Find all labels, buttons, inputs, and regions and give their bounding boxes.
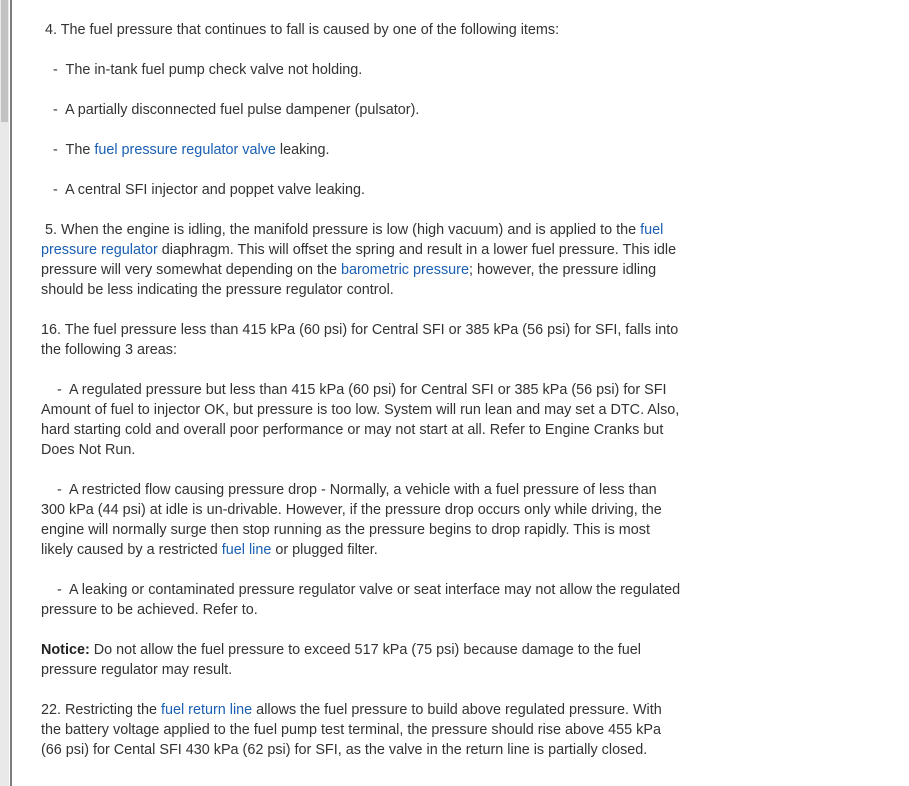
step-22-text-post: allows the fuel pressure to build above regulated pressure. With the battery voltage applied to the fuel pump test terminal, the pressure should rise above 455 kPa (66 psi) for Cental SFI 430 kPa (62 psi) for SFI, as the valve in the return line is partially closed. <box>41 702 666 758</box>
area-3: - A leaking or contaminated pressure regulator valve or seat interface may not allow the regulated pressure to be achieved. Refer to. <box>41 582 685 618</box>
step-4-bullet-3 <box>41 140 681 160</box>
step-16: 16. The fuel pressure less than 415 kPa (60 psi) for Central SFI or 385 kPa (56 psi) for SFI, falls into the following 3 areas: <box>41 322 683 358</box>
notice-text: Do not allow the fuel pressure to exceed 517 kPa (75 psi) because damage to the fuel pressure regulator may result. <box>41 642 645 678</box>
step-22 <box>41 700 681 760</box>
fuel-line-link[interactable]: fuel line <box>221 542 272 558</box>
step-4-bullet-1: - The in-tank fuel pump check valve not holding. <box>41 62 363 78</box>
step-22-text-pre: 22. Restricting the <box>41 702 161 718</box>
page-scrollbar-track[interactable] <box>0 0 9 786</box>
step-5-text-1: 5. When the engine is idling, the manifold pressure is low (high vacuum) and is applied to the <box>41 222 641 238</box>
content-border <box>10 0 12 786</box>
area-2 <box>41 480 681 560</box>
area-2-text-post: or plugged filter. <box>271 542 378 558</box>
fuel-return-line-link[interactable]: fuel return line <box>160 702 253 718</box>
step-5-text-2: diaphragm. This will offset the spring and result in a lower fuel pressure. This idle pressure will very somewhat depending on the <box>41 242 681 278</box>
area-1: - A regulated pressure but less than 415 kPa (60 psi) for Central SFI or 385 kPa (56 psi) for SFI Amount of fuel to injector OK, but pressure is too low. System will run lean and may set a DTC. Also, hard starting cold and overall poor performance or may not start at all. Refer to Engine Cranks but Does Not Run. <box>41 382 684 458</box>
area-2-text-pre: - A restricted flow causing pressure drop - Normally, a vehicle with a fuel pressure of less than 300 kPa (44 psi) at idle is un-drivable. However, if the pressure drop occurs only while driving, the engine will normally surge then stop running as the pressure begins to drop rapidly. This is most likely caused by a restricted <box>41 482 666 558</box>
step-4-bullet-4: - A central SFI injector and poppet valve leaking. <box>41 182 365 198</box>
step-5 <box>41 220 681 300</box>
notice-label: Notice: <box>41 642 90 658</box>
step-5-text-3: ; however, the pressure idling should be less indicating the pressure regulator control. <box>41 262 661 298</box>
article-body <box>41 0 685 780</box>
fuel-pressure-regulator-valve-link[interactable]: fuel pressure regulator valve <box>94 142 276 158</box>
step-4: 4. The fuel pressure that continues to fall is caused by one of the following items: <box>41 22 560 38</box>
barometric-pressure-link[interactable]: barometric pressure <box>340 262 469 278</box>
notice <box>41 640 681 680</box>
fuel-pressure-regulator-link[interactable]: fuel pressure regulator <box>41 222 668 258</box>
page-scrollbar-thumb[interactable] <box>1 0 8 122</box>
bullet-3-text-post: leaking. <box>275 142 330 158</box>
step-4-bullet-2: - A partially disconnected fuel pulse dampener (pulsator). <box>41 102 420 118</box>
bullet-3-text-pre: - The <box>41 142 95 158</box>
